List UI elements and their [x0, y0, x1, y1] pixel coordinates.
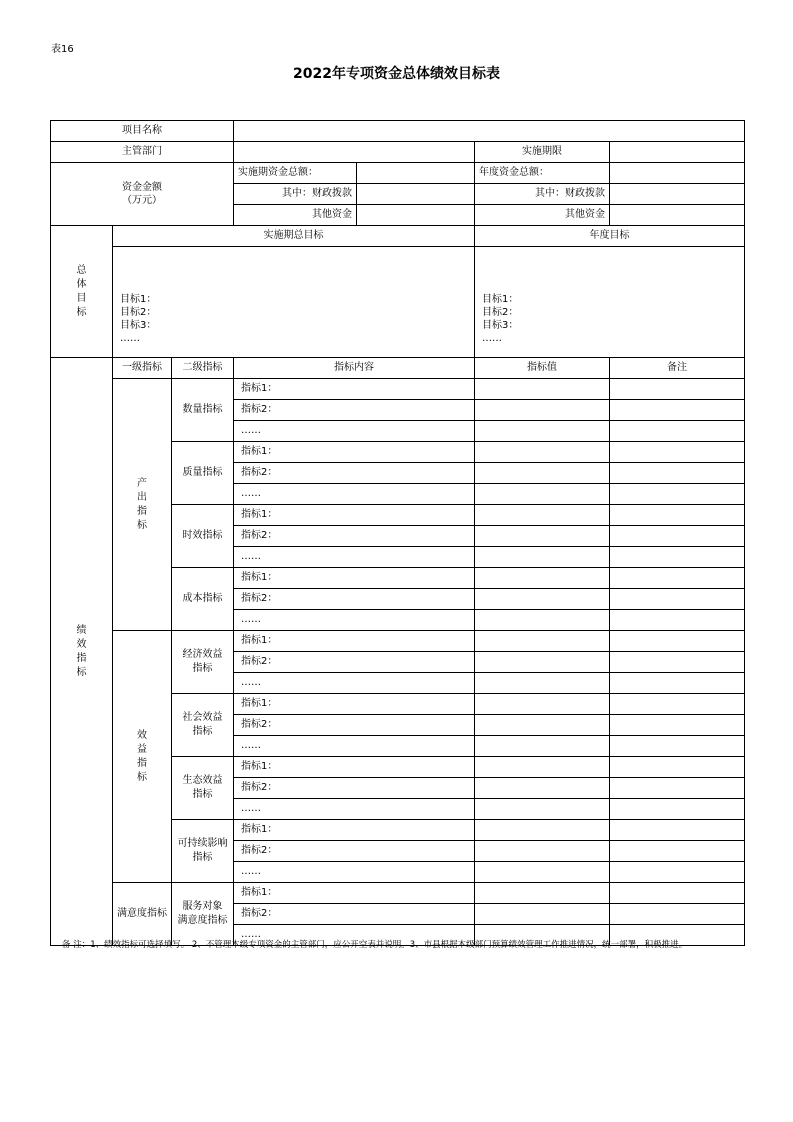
period-other-label: 其他资金 — [234, 205, 357, 226]
indicator-value-cell[interactable] — [475, 526, 610, 547]
period-goal-cell[interactable] — [113, 247, 475, 358]
table-row — [51, 883, 745, 904]
indicator-remark-cell[interactable] — [610, 862, 745, 883]
indicator-header-row — [51, 358, 745, 379]
indicator-content-cell[interactable]: 指标1： — [234, 694, 475, 715]
indicator-value-cell[interactable] — [475, 736, 610, 757]
annual-fund-value[interactable] — [610, 163, 745, 184]
annual-other-label: 其他资金 — [475, 205, 610, 226]
period-goal-header: 实施期总目标 — [113, 226, 475, 247]
indicator-content-cell[interactable]: …… — [234, 610, 475, 631]
level2-header: 二级指标 — [172, 358, 234, 379]
indicator-content-cell[interactable]: 指标2： — [234, 400, 475, 421]
indicator-value-cell[interactable] — [475, 484, 610, 505]
annual-fiscal-value[interactable] — [610, 184, 745, 205]
period-value[interactable] — [610, 142, 745, 163]
indicator-content-cell[interactable]: 指标1： — [234, 883, 475, 904]
indicator-value-cell[interactable] — [475, 505, 610, 526]
indicator-remark-cell[interactable] — [610, 820, 745, 841]
indicator-remark-cell[interactable] — [610, 694, 745, 715]
indicator-content-cell[interactable]: 指标2： — [234, 904, 475, 925]
indicator-remark-cell[interactable] — [610, 673, 745, 694]
level1-indicator: 产 出 指 标 — [113, 379, 172, 631]
level1-header: 一级指标 — [113, 358, 172, 379]
indicator-remark-cell[interactable] — [610, 631, 745, 652]
indicator-remark-cell[interactable] — [610, 505, 745, 526]
remark-header: 备注 — [610, 358, 745, 379]
period-label: 实施期限 — [475, 142, 610, 163]
indicator-content-cell[interactable]: …… — [234, 862, 475, 883]
period-fiscal-value[interactable] — [357, 184, 475, 205]
table-row — [51, 379, 745, 400]
indicator-value-cell[interactable] — [475, 694, 610, 715]
overall-goals-section — [51, 226, 745, 358]
indicator-content-cell[interactable]: 指标1： — [234, 568, 475, 589]
indicator-value-cell[interactable] — [475, 757, 610, 778]
goal-item: 目标3： — [120, 320, 157, 331]
goal-item: 目标3： — [482, 320, 519, 331]
level2-indicator: 生态效益 指标 — [172, 757, 234, 820]
performance-target-table — [50, 120, 745, 946]
annual-other-value[interactable] — [610, 205, 745, 226]
indicator-value-cell[interactable] — [475, 547, 610, 568]
project-name-label: 项目名称 — [51, 121, 234, 142]
indicator-content-cell[interactable]: …… — [234, 673, 475, 694]
indicator-value-cell[interactable] — [475, 673, 610, 694]
dept-value[interactable] — [234, 142, 475, 163]
document-title: 2022年专项资金总体绩效目标表 — [293, 66, 500, 82]
indicator-content-cell[interactable]: 指标2： — [234, 778, 475, 799]
indicator-value-cell[interactable] — [475, 568, 610, 589]
indicator-content-cell[interactable]: …… — [234, 547, 475, 568]
total-period-fund-label: 实施期资金总额： — [234, 163, 357, 184]
annual-fiscal-label: 其中：财政拨款 — [475, 184, 610, 205]
indicator-value-cell[interactable] — [475, 589, 610, 610]
value-header: 指标值 — [475, 358, 610, 379]
indicator-value-cell[interactable] — [475, 463, 610, 484]
goal-item: 目标1： — [120, 294, 157, 305]
indicator-remark-cell[interactable] — [610, 715, 745, 736]
indicator-value-cell[interactable] — [475, 400, 610, 421]
indicator-content-cell[interactable]: 指标2： — [234, 652, 475, 673]
indicator-remark-cell[interactable] — [610, 484, 745, 505]
level2-indicator: 成本指标 — [172, 568, 234, 631]
period-other-value[interactable] — [357, 205, 475, 226]
indicator-value-cell[interactable] — [475, 778, 610, 799]
performance-indicators-label: 绩 效 指 标 — [51, 358, 113, 946]
goal-item: …… — [120, 333, 140, 344]
indicator-remark-cell[interactable] — [610, 883, 745, 904]
level1-indicator: 满意度指标 — [113, 883, 172, 946]
project-info-section — [51, 121, 745, 226]
indicator-remark-cell[interactable] — [610, 610, 745, 631]
indicator-value-cell[interactable] — [475, 652, 610, 673]
indicator-content-cell[interactable]: 指标1： — [234, 757, 475, 778]
indicator-remark-cell[interactable] — [610, 442, 745, 463]
indicator-remark-cell[interactable] — [610, 421, 745, 442]
content-header: 指标内容 — [234, 358, 475, 379]
annual-goal-header: 年度目标 — [475, 226, 745, 247]
indicator-value-cell[interactable] — [475, 820, 610, 841]
indicator-value-cell[interactable] — [475, 631, 610, 652]
performance-indicators-section — [51, 358, 745, 946]
indicator-content-cell[interactable]: 指标1： — [234, 820, 475, 841]
indicator-content-cell[interactable]: 指标2： — [234, 526, 475, 547]
indicator-value-cell[interactable] — [475, 715, 610, 736]
indicator-remark-cell[interactable] — [610, 778, 745, 799]
indicator-remark-cell[interactable] — [610, 400, 745, 421]
goal-item: 目标2： — [120, 307, 157, 318]
indicator-value-cell[interactable] — [475, 883, 610, 904]
indicator-content-cell[interactable]: …… — [234, 925, 475, 946]
indicator-value-cell[interactable] — [475, 799, 610, 820]
project-name-value[interactable] — [234, 121, 745, 142]
indicator-content-cell[interactable]: …… — [234, 484, 475, 505]
indicator-remark-cell[interactable] — [610, 757, 745, 778]
annual-fund-label: 年度资金总额： — [475, 163, 610, 184]
indicator-content-cell[interactable]: 指标2： — [234, 463, 475, 484]
level1-indicator: 效 益 指 标 — [113, 631, 172, 883]
fund-label: 资金金额 （万元） — [51, 163, 234, 226]
level2-indicator: 经济效益 指标 — [172, 631, 234, 694]
overall-goals-label: 总 体 目 标 — [51, 226, 113, 358]
indicator-remark-cell[interactable] — [610, 589, 745, 610]
indicator-content-cell[interactable]: …… — [234, 799, 475, 820]
indicator-remark-cell[interactable] — [610, 526, 745, 547]
footnote: 备 注：1、绩效指标可选择填写。 2、不管理本级专项资金的主管部门，应公开空表并说明。3、市县根据本级部门预算绩效管理工作推进情况，统一部署，积极推进。 — [62, 940, 688, 950]
indicator-content-cell[interactable]: …… — [234, 736, 475, 757]
goal-item: …… — [482, 333, 503, 344]
indicator-remark-cell[interactable] — [610, 463, 745, 484]
indicator-remark-cell[interactable] — [610, 547, 745, 568]
indicator-content-cell[interactable]: 指标1： — [234, 631, 475, 652]
table-number: 表16 — [51, 44, 74, 55]
indicator-remark-cell[interactable] — [610, 841, 745, 862]
indicator-value-cell[interactable] — [475, 610, 610, 631]
indicator-remark-cell[interactable] — [610, 652, 745, 673]
period-fiscal-label: 其中：财政拨款 — [234, 184, 357, 205]
indicator-value-cell[interactable] — [475, 862, 610, 883]
indicator-value-cell[interactable] — [475, 421, 610, 442]
indicator-value-cell[interactable] — [475, 442, 610, 463]
dept-label: 主管部门 — [51, 142, 234, 163]
indicator-remark-cell[interactable] — [610, 736, 745, 757]
indicator-remark-cell[interactable] — [610, 799, 745, 820]
indicator-content-cell[interactable]: 指标2： — [234, 589, 475, 610]
indicator-content-cell[interactable]: 指标1： — [234, 505, 475, 526]
indicator-content-cell[interactable]: 指标2： — [234, 841, 475, 862]
level2-indicator: 时效指标 — [172, 505, 234, 568]
table-row — [51, 631, 745, 652]
indicator-content-cell[interactable]: 指标1： — [234, 442, 475, 463]
indicator-value-cell[interactable] — [475, 379, 610, 400]
goal-item: 目标2： — [482, 307, 519, 318]
indicator-content-cell[interactable]: …… — [234, 421, 475, 442]
level2-indicator: 质量指标 — [172, 442, 234, 505]
level2-indicator: 服务对象 满意度指标 — [172, 883, 234, 946]
indicator-content-cell[interactable]: 指标1： — [234, 379, 475, 400]
indicator-remark-cell[interactable] — [610, 568, 745, 589]
indicator-value-cell[interactable] — [475, 841, 610, 862]
level2-indicator: 社会效益 指标 — [172, 694, 234, 757]
indicator-remark-cell[interactable] — [610, 904, 745, 925]
indicator-value-cell[interactable] — [475, 904, 610, 925]
level2-indicator: 数量指标 — [172, 379, 234, 442]
indicator-remark-cell[interactable] — [610, 379, 745, 400]
level2-indicator: 可持续影响 指标 — [172, 820, 234, 883]
indicator-content-cell[interactable]: 指标2： — [234, 715, 475, 736]
goal-item: 目标1： — [482, 294, 519, 305]
annual-goal-cell[interactable] — [475, 247, 745, 358]
total-period-fund-value[interactable] — [357, 163, 475, 184]
